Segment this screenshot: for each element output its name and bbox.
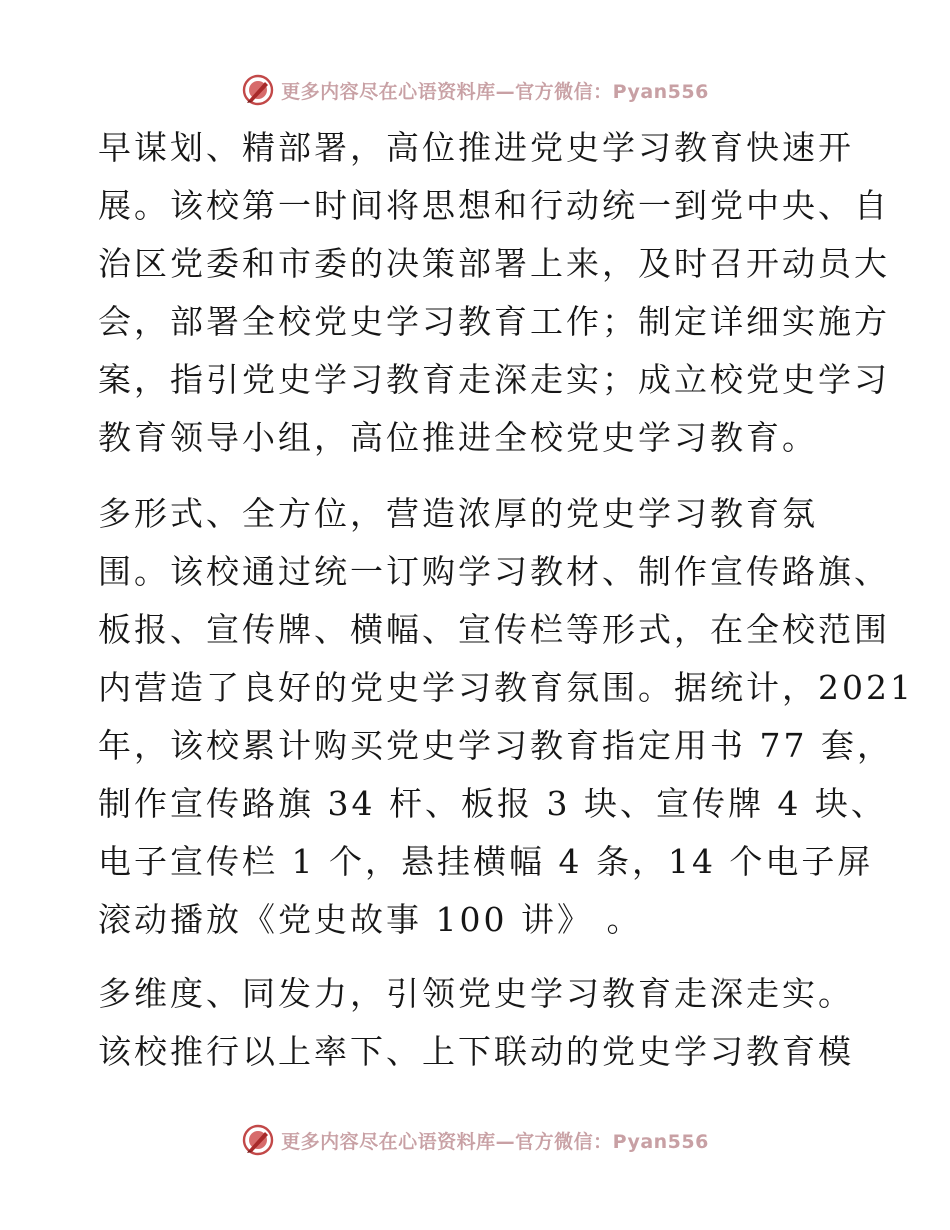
text-line: 板报、宣传牌、横幅、宣传栏等形式，在全校范围 <box>98 610 890 649</box>
footer-banner-text: 更多内容尽在心语资料库—官方微信：Pyan556 <box>281 1130 709 1153</box>
text-line: 围。该校通过统一订购学习教材、制作宣传路旗、 <box>98 552 890 591</box>
text-line: 电子宣传栏 1 个，悬挂横幅 4 条，14 个电子屏 <box>98 842 874 881</box>
text-line: 会，部署全校党史学习教育工作；制定详细实施方 <box>98 302 890 341</box>
text-line: 案，指引党史学习教育走深走实；成立校党史学习 <box>98 360 890 399</box>
text-line: 教育领导小组，高位推进全校党史学习教育。 <box>98 418 818 457</box>
pen-logo-icon <box>241 1123 275 1157</box>
header-banner-text: 更多内容尽在心语资料库—官方微信：Pyan556 <box>281 80 709 103</box>
text-line: 滚动播放《党史故事 100 讲》 。 <box>98 900 643 939</box>
header-banner <box>0 70 950 110</box>
text-line: 年，该校累计购买党史学习教育指定用书 77 套， <box>98 726 893 765</box>
pen-logo-icon <box>241 73 275 107</box>
text-line: 早谋划、精部署，高位推进党史学习教育快速开 <box>98 128 854 167</box>
text-line: 多维度、同发力，引领党史学习教育走深走实。 <box>98 974 854 1013</box>
footer-banner <box>0 1120 950 1160</box>
text-line: 展。该校第一时间将思想和行动统一到党中央、自 <box>98 186 890 225</box>
text-line: 治区党委和市委的决策部署上来，及时召开动员大 <box>98 244 890 283</box>
text-line: 多形式、全方位，营造浓厚的党史学习教育氛 <box>98 494 818 533</box>
text-line: 内营造了良好的党史学习教育氛围。据统计，2021 <box>98 668 914 707</box>
text-line: 该校推行以上率下、上下联动的党史学习教育模 <box>98 1032 854 1071</box>
text-line: 制作宣传路旗 34 杆、板报 3 块、宣传牌 4 块、 <box>98 784 887 823</box>
